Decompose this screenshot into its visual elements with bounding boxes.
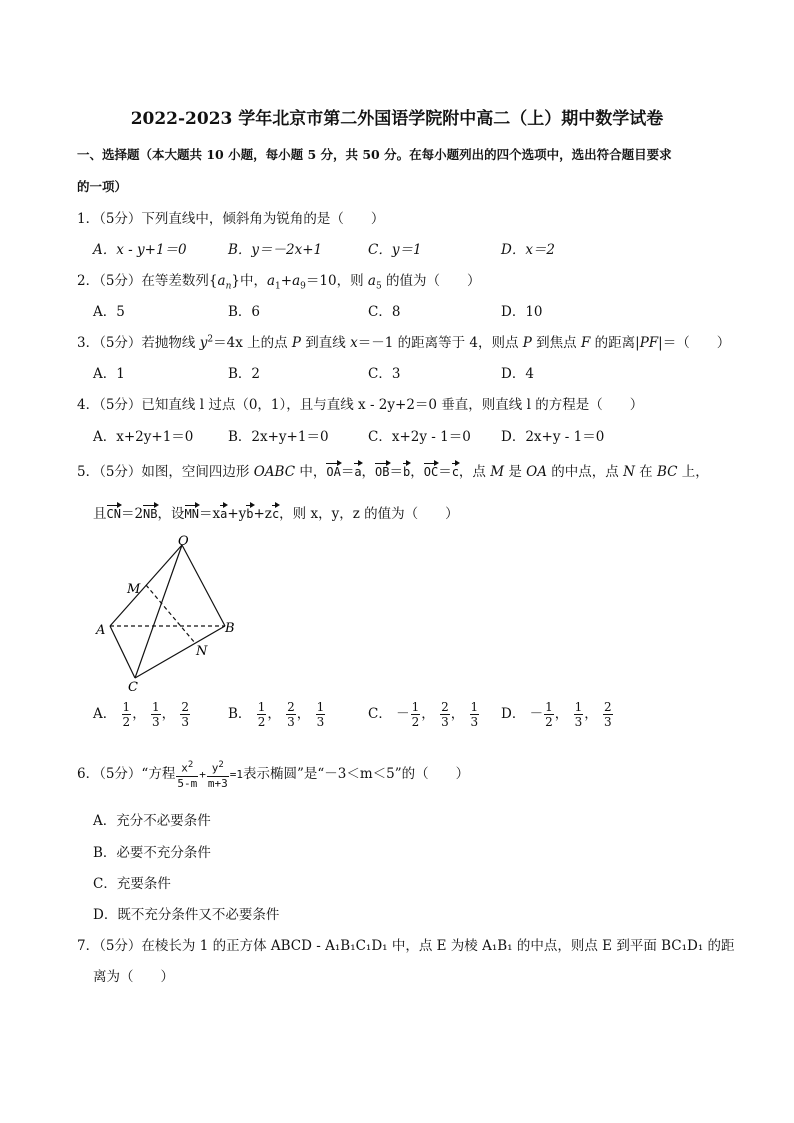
q6-option-b[interactable]: B．必要不充分条件 <box>93 845 211 861</box>
edge-bc <box>135 626 225 678</box>
q2-option-a[interactable]: A．5 <box>93 304 125 320</box>
tetrahedron-figure <box>92 535 252 695</box>
q6-option-c[interactable]: C．充要条件 <box>93 876 171 892</box>
edge-ob <box>182 545 225 626</box>
q3-option-c[interactable]: C．3 <box>368 366 401 382</box>
q5-option-c[interactable]: C． － $\frac{1}{2}$ ， $\frac{2}{3}$ ， $\frac{1}{3}$ <box>368 700 479 729</box>
q4-option-b[interactable]: B．2x+y+1＝0 <box>228 429 329 445</box>
label-b: B <box>225 621 235 636</box>
question-1-stem: 1．（5分）下列直线中，倾斜角为锐角的是（ ） <box>77 211 385 227</box>
q3-option-d[interactable]: D．4 <box>501 366 534 382</box>
q1-option-d[interactable]: D．x＝2 <box>501 242 556 258</box>
q2-option-d[interactable]: D．10 <box>501 304 543 320</box>
question-6-stem: 6．（5分）“方程 $\frac{x^2}{5-m}$ + $\frac{y^2}{m+3}$ =1表示椭圆”是“－3＜m＜5”的（ ） <box>77 760 470 790</box>
edge-ac <box>110 626 135 678</box>
page-title: 2022-2023 学年北京市第二外国语学院附中高二（上）期中数学试卷 <box>130 109 664 129</box>
section-heading-line2: 的一项） <box>77 179 128 194</box>
q2-option-b[interactable]: B．6 <box>228 304 261 320</box>
question-4-stem: 4．（5分）已知直线 l 过点（0，1），且与直线 x - 2y+2＝0 垂直，则直线 l 的方程是（ ） <box>77 397 644 413</box>
q4-option-a[interactable]: A．x+2y+1＝0 <box>93 429 194 445</box>
label-c: C <box>128 680 138 695</box>
q3-option-a[interactable]: A．1 <box>93 366 125 382</box>
label-a: A <box>96 623 106 638</box>
question-2-stem: 2．（5分）在等差数列$\{a_n\}$中，$a_1+a_9=10$，则 $a_5$ 的值为（ ） <box>77 273 481 292</box>
label-m: M <box>127 582 141 597</box>
q5-option-b[interactable]: B． $\frac{1}{2}$ ， $\frac{2}{3}$ ， $\frac{1}{3}$ <box>228 700 325 729</box>
segment-mn-hidden <box>146 585 195 643</box>
q2-option-c[interactable]: C．8 <box>368 304 401 320</box>
q1-option-a[interactable]: A．x - y+1＝0 <box>93 242 187 258</box>
question-5-stem-line1: 5．（5分）如图，空间四边形 OABC 中，OA＝a，OB＝b，OC＝c，点 M 是 OA 的中点，点 N 在 BC 上， <box>77 460 709 480</box>
edge-oc <box>135 545 182 678</box>
question-3-stem: 3．（5分）若抛物线 $y^2=4x$ 上的点 P 到直线 x＝－1 的距离等于 4，则点 P 到焦点 F 的距离|PF|＝（ ） <box>77 334 731 351</box>
q1-option-c[interactable]: C．y＝1 <box>368 242 422 258</box>
section-heading-line1: 一、选择题（本大题共 10 小题，每小题 5 分，共 50 分。在每小题列出的四个选项中，选出符合题目要求 <box>77 147 672 162</box>
q4-option-c[interactable]: C．x+2y - 1＝0 <box>368 429 471 445</box>
label-o: O <box>178 535 189 549</box>
question-7-stem-line1: 7．（5分）在棱长为 1 的正方体 ABCD - A₁B₁C₁D₁ 中，点 E 为棱 A₁B₁ 的中点，则点 E 到平面 BC₁D₁ 的距 <box>77 938 735 954</box>
q6-option-d[interactable]: D．既不充分条件又不必要条件 <box>93 907 280 923</box>
q4-option-d[interactable]: D．2x+y - 1＝0 <box>501 429 605 445</box>
q3-option-b[interactable]: B．2 <box>228 366 261 382</box>
q5-option-d[interactable]: D． － $\frac{1}{2}$ ， $\frac{1}{3}$ ， $\frac{2}{3}$ <box>501 700 612 729</box>
label-n: N <box>196 644 208 659</box>
q1-option-b[interactable]: B．y＝－2x+1 <box>228 242 323 258</box>
q6-option-a[interactable]: A．充分不必要条件 <box>93 813 211 829</box>
question-5-stem-line2: 且CN＝2NB，设MN＝xa+yb+zc，则 x，y，z 的值为（ ） <box>93 502 459 522</box>
q5-option-a[interactable]: A． $\frac{1}{2}$ ， $\frac{1}{3}$ ， $\frac{2}{3}$ <box>93 700 190 729</box>
question-7-stem-line2: 离为（ ） <box>93 969 174 985</box>
